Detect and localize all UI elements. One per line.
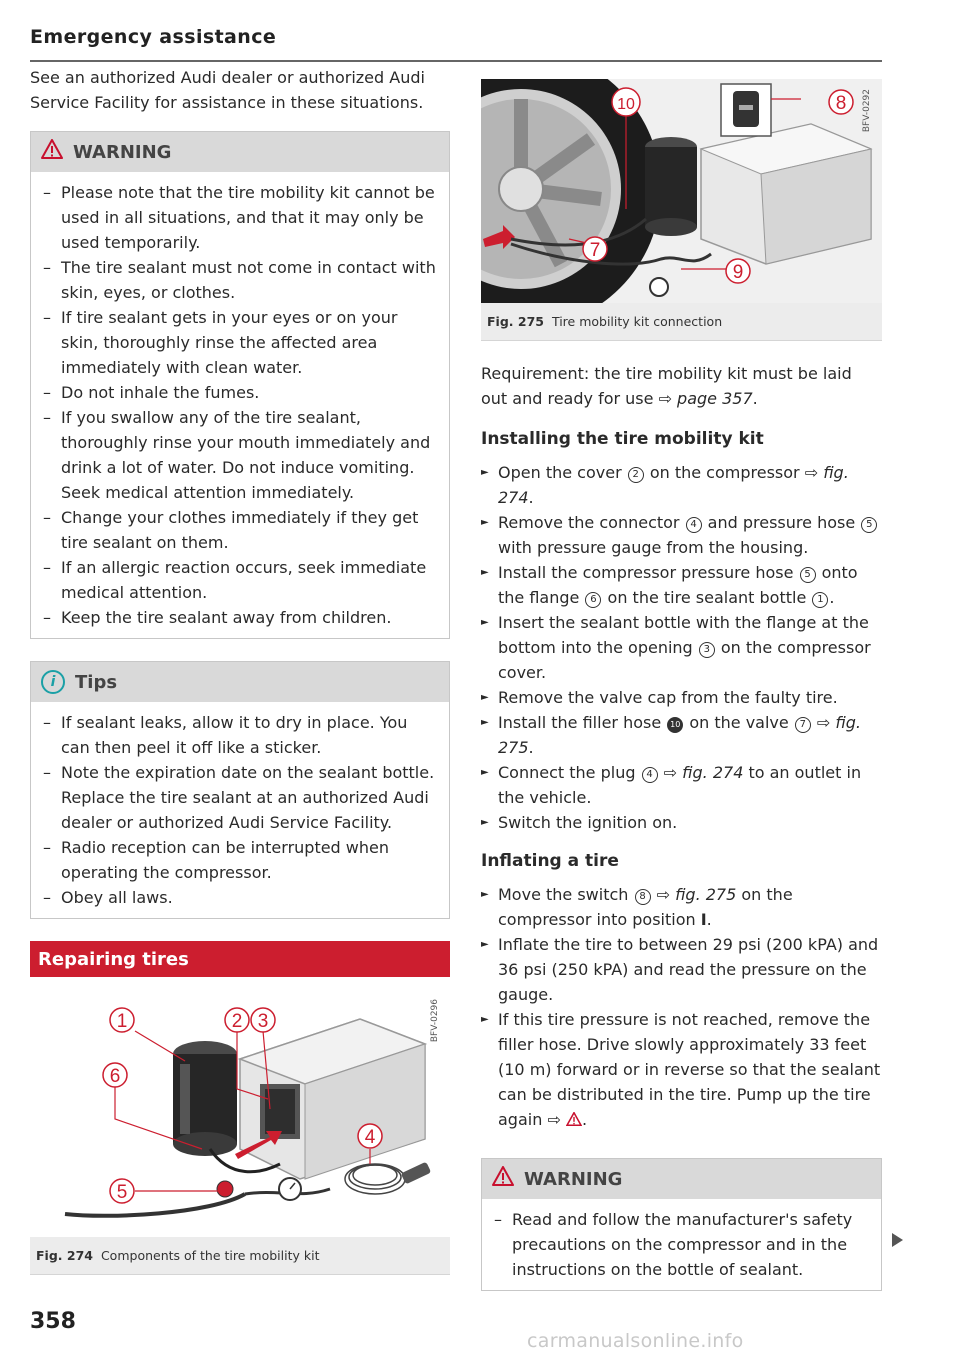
list-item: – Obey all laws. (43, 885, 439, 910)
tips-header (31, 662, 449, 702)
step-text: Inflate the tire to between 29 psi (200 kPA) and 36 psi (250 kPA) and read the pressure on the gauge. (498, 935, 879, 1004)
tips-box (30, 661, 450, 919)
callout-ref-icon: 10 (667, 717, 683, 733)
header-divider (30, 60, 882, 62)
step-text: Remove the connector (498, 513, 685, 532)
page-ref-link[interactable]: ⇨ page 357 (658, 389, 753, 408)
list-item (481, 560, 882, 610)
continue-arrow-icon (892, 1233, 903, 1247)
callout-ref-icon: 2 (628, 467, 644, 483)
callout-ref-icon: 4 (686, 517, 702, 533)
step-text: . (706, 910, 712, 929)
warning-box (30, 131, 450, 639)
warning-triangle-icon (492, 1166, 514, 1193)
warning-list (494, 1207, 871, 1282)
step-text: . (528, 488, 534, 507)
step-text: . (829, 588, 835, 607)
step-text: on the compressor (644, 463, 805, 482)
figure-number: Fig. 275 (487, 314, 544, 329)
fig-ref-link[interactable]: ⇨ fig. 274 (498, 463, 849, 507)
requirement-paragraph (481, 361, 882, 411)
figure-number: Fig. 274 (36, 1248, 93, 1263)
callout-label: 10 (617, 96, 635, 113)
list-item (481, 460, 882, 510)
list-item (481, 510, 882, 560)
callout-label: 8 (835, 93, 847, 114)
step-text: Move the switch (498, 885, 634, 904)
requirement-end: . (752, 389, 758, 408)
list-item (481, 710, 882, 760)
figure-caption-text: Tire mobility kit connection (551, 314, 723, 329)
callout-label: 1 (116, 1011, 128, 1032)
callout-label: 9 (732, 262, 744, 283)
list-item: – Do not inhale the fumes. (43, 380, 439, 405)
step-text: on the compressor into position (498, 885, 793, 929)
fig-ref-link[interactable]: ⇨ fig. 275 (656, 885, 737, 904)
figure-caption-text: Components of the tire mobility kit (100, 1248, 320, 1263)
install-heading: Installing the tire mobility kit (481, 429, 764, 449)
section-heading-repairing-tires: Repairing tires (30, 941, 450, 977)
warning-box (481, 1158, 882, 1291)
callout-ref-icon: 1 (812, 592, 828, 608)
warning-triangle-icon (41, 139, 63, 166)
figure-code: BFV-0296 (430, 999, 440, 1043)
step-text: Remove the valve cap from the faulty tire. (498, 688, 838, 707)
step-text: with pressure gauge from the housing. (498, 538, 809, 557)
callout-ref-icon: 5 (861, 517, 877, 533)
step-text: and pressure hose (702, 513, 861, 532)
step-text: If this tire pressure is not reached, remove the filler hose. Drive slowly approximately 33 feet (10 m) forward or in reverse so that the sealant can be distributed in the tire. Pump up the tire again (498, 1010, 881, 1129)
tire-mobility-kit-illustration (30, 989, 450, 1237)
warning-header (31, 132, 449, 172)
tips-list (43, 710, 439, 910)
list-item (481, 1007, 882, 1132)
list-item (481, 760, 882, 810)
page-title: Emergency assistance (30, 26, 277, 48)
list-item (481, 610, 882, 685)
list-item (481, 882, 882, 932)
left-column (30, 65, 450, 1275)
callout-ref-icon: 4 (642, 767, 658, 783)
figure-274 (30, 989, 450, 1275)
right-column (481, 79, 882, 1313)
step-text: Switch the ignition on. (498, 813, 678, 832)
callout-label: 3 (257, 1011, 269, 1032)
tips-title: Tips (75, 671, 118, 693)
step-text: on the valve (684, 713, 794, 732)
list-item: – If an allergic reaction occurs, seek immediate medical attention. (43, 555, 439, 605)
list-item: – If sealant leaks, allow it to dry in place. You can then peel it off like a sticker. (43, 710, 439, 760)
callout-ref-icon: 3 (699, 642, 715, 658)
step-text: onto the flange (498, 563, 858, 607)
inflate-heading: Inflating a tire (481, 851, 619, 871)
page-header (30, 26, 882, 48)
list-item: – If you swallow any of the tire sealant, thoroughly rinse your mouth immediately and drink a lot of water. Do not induce vomiting. Seek medical attention immediately. (43, 405, 439, 505)
page-number: 358 (30, 1309, 76, 1334)
warning-list (43, 180, 439, 630)
callout-ref-icon: 7 (795, 717, 811, 733)
step-text: Install the filler hose (498, 713, 667, 732)
step-text: Connect the plug (498, 763, 641, 782)
step-text: to an outlet in the vehicle. (498, 763, 862, 807)
tire-connection-illustration (481, 79, 882, 303)
fig-ref-link[interactable]: ⇨ fig. 275 (498, 713, 861, 757)
warning-triangle-icon (566, 1112, 582, 1126)
switch-position: I (700, 910, 707, 929)
info-icon: i (41, 670, 65, 694)
list-item: – If tire sealant gets in your eyes or on your skin, thoroughly rinse the affected area immediately with clean water. (43, 305, 439, 380)
list-item: – Change your clothes immediately if they get tire sealant on them. (43, 505, 439, 555)
step-text: on the tire sealant bottle (602, 588, 812, 607)
list-item (481, 810, 882, 835)
callout-ref-icon: 8 (635, 889, 651, 905)
step-text: Insert the sealant bottle with the flange at the bottom into the opening (498, 613, 869, 657)
warning-title: WARNING (524, 1168, 623, 1190)
figure-code: BFV-0292 (862, 89, 872, 133)
step-text: . (581, 1110, 588, 1129)
callout-label: 6 (109, 1066, 121, 1087)
intro-paragraph: See an authorized Audi dealer or authorized Audi Service Facility for assistance in these situations. (30, 68, 425, 112)
figure-275 (481, 79, 882, 341)
list-item: – Note the expiration date on the sealant bottle. Replace the tire sealant at an authorized Audi dealer or authorized Audi Service Facility. (43, 760, 439, 835)
callout-label: 4 (364, 1127, 376, 1148)
install-steps (481, 460, 882, 835)
figure-caption (30, 1237, 450, 1274)
list-item (481, 932, 882, 1007)
inflate-steps (481, 882, 882, 1132)
list-item (481, 685, 882, 710)
step-text: . (528, 738, 534, 757)
callout-label: 5 (116, 1182, 128, 1203)
callout-ref-icon: 5 (800, 567, 816, 583)
watermark: carmanualsonline.info (527, 1330, 744, 1352)
warning-header (482, 1159, 881, 1199)
list-item: – Read and follow the manufacturer's safety precautions on the compressor and in the instructions on the bottle of sealant. (494, 1207, 871, 1282)
step-text: Open the cover (498, 463, 627, 482)
callout-label: 7 (589, 240, 601, 261)
warning-title: WARNING (73, 141, 172, 163)
fig-ref-link[interactable]: ⇨ fig. 274 (663, 763, 744, 782)
list-item: – Keep the tire sealant away from children. (43, 605, 439, 630)
list-item: – Please note that the tire mobility kit cannot be used in all situations, and that it may only be used temporarily. (43, 180, 439, 255)
step-text: Install the compressor pressure hose (498, 563, 799, 582)
callout-ref-icon: 6 (585, 592, 601, 608)
step-text: on the compressor cover. (498, 638, 871, 682)
list-item: – The tire sealant must not come in contact with skin, eyes, or clothes. (43, 255, 439, 305)
requirement-text: Requirement: the tire mobility kit must be laid out and ready for use (481, 364, 852, 408)
callout-label: 2 (231, 1011, 243, 1032)
warning-ref-link[interactable]: ⇨ (547, 1110, 561, 1129)
list-item: – Radio reception can be interrupted when operating the compressor. (43, 835, 439, 885)
figure-caption (481, 303, 882, 340)
